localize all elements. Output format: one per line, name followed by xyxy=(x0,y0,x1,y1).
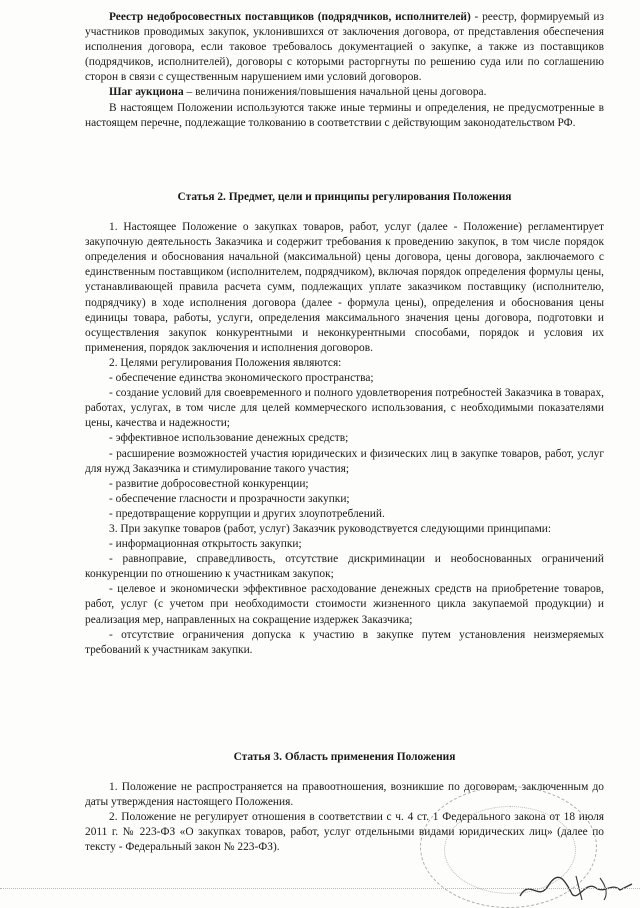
definition-auction-step-text: – величина понижения/повышения начальной цены договора. xyxy=(183,86,487,99)
goal-item: - предотвращение коррупции и других злоупотреблений. xyxy=(109,507,385,520)
article-2-heading: Статья 2. Предмет, цели и принципы регулирования Положения xyxy=(177,191,512,203)
goal-item: - обеспечение гласности и прозрачности закупки; xyxy=(109,492,350,505)
article-2-paragraph-3: 3. При закупке товаров (работ, услуг) Заказчик руководствуется следующими принципами: xyxy=(109,522,552,535)
goal-item: - обеспечение единства экономического пространства; xyxy=(109,372,374,385)
principle-item: - целевое и экономически эффективное расходование денежных средств на приобретение товаров, работ, услуг (с учетом при необходимости стоимости жизненного цикла закупаемой продукции) и реализация мер, направленных на сокращение издержек Заказчика; xyxy=(85,583,604,626)
goal-item: - эффективное использование денежных средств; xyxy=(109,432,349,445)
article-2 xyxy=(85,190,604,658)
definition-registry-text: - реестр, формируемый из участников проводимых закупок, уклонившихся от заключения договора, от представления обеспечения исполнения договора, если таковое требовалось документацией о закупке, а также из поставщиков (подрядчиков, исполнителей), договоры с которыми расторгнуты по решению суда или по соглашению сторон в связи с существенным нарушением ими условий договоров. xyxy=(85,11,604,84)
article-3-paragraph-2: 2. Положение не регулирует отношения в соответствии с ч. 4 ст. 1 Федерального закона от 18 июля 2011 г. № 223-ФЗ «О закупках товаров, работ, услуг отдельными видами юридических лиц» (далее по тексту - Федеральный закон № 223-ФЗ). xyxy=(85,811,604,854)
definition-auction-step xyxy=(85,85,604,100)
goal-item: - развитие добросовестной конкуренции; xyxy=(109,477,309,490)
article-3-paragraph-1: 1. Положение не распространяется на правоотношения, возникшие по договорам, заключенным до даты утверждения настоящего Положения. xyxy=(85,781,604,809)
principle-item: - равноправие, справедливость, отсутствие дискриминации и необоснованных ограничений конкуренции по отношению к участникам закупок; xyxy=(85,553,604,581)
term-auction-step: Шаг аукциона xyxy=(109,86,184,99)
goal-item: - создание условий для своевременного и полного удовлетворения потребностей Заказчика в товарах, работах, услугах, в том числе для целей коммерческого использования, с необходимыми показателями цены, качества и надежности; xyxy=(85,387,604,430)
article-2-paragraph-2: 2. Целями регулирования Положения являются: xyxy=(109,356,342,369)
principle-item: - отсутствие ограничения допуска к участию в закупке путем установления неизмеряемых требований к участникам закупки. xyxy=(85,628,604,656)
definitions-block xyxy=(85,10,604,131)
page-bottom-edge xyxy=(0,888,640,890)
goal-item: - расширение возможностей участия юридических и физических лиц в закупке товаров, работ, услуг для нужд Заказчика и стимулирование такого участия; xyxy=(85,447,604,475)
term-registry: Реестр недобросовестных поставщиков (подрядчиков, исполнителей) xyxy=(109,11,471,23)
article-2-paragraph-1: 1. Настоящее Положение о закупках товаров, работ, услуг (далее - Положение) регламентирует закупочную деятельность Заказчика и содержит требования к проведению закупок, в том числе порядок определения и обоснования начальной (максимальной) цены договора, цены договора, заключаемого с единственным поставщиком (исполнителем, подрядчиком), включая порядок определения формулы цены, устанавливающей правила расчета сумм, подлежащих уплате заказчиком поставщику (исполнителю, подрядчику) в ходе исполнения договора (далее - формула цены), определения и обоснования цены единицы товара, работы, услуги, определения максимального значения цены договора, подготовки и осуществления закупок конкурентными и неконкурентными способами, порядок и условия их применения, порядок заключения и исполнения договоров. xyxy=(85,221,604,354)
article-3-heading: Статья 3. Область применения Положения xyxy=(233,751,456,763)
principle-item: - информационная открытость закупки; xyxy=(109,538,302,551)
other-terms-paragraph: В настоящем Положении используются также иные термины и определения, не предусмотренные в настоящем перечне, подлежащие толкованию в соответствии с действующим законодательством РФ. xyxy=(85,101,604,129)
definition-registry xyxy=(85,10,604,85)
